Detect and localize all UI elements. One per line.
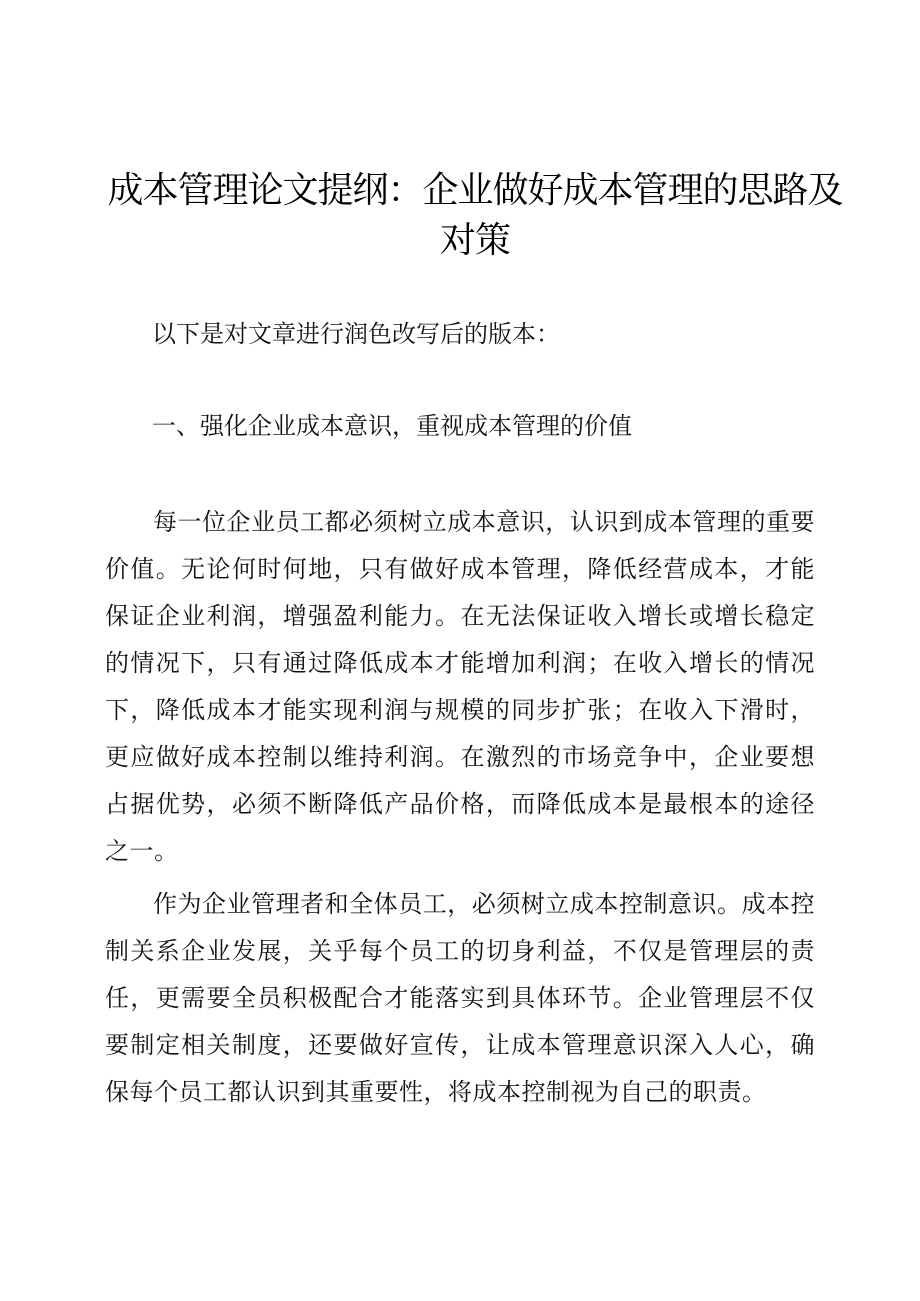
section-heading: 一、强化企业成本意识，重视成本管理的价值: [152, 412, 632, 440]
paragraph: 每一位企业员工都必须树立成本意识，认识到成本管理的重要价值。无论何时何地，只有做好成本管理，降低经营成本，才能保证企业利润，增强盈利能力。在无法保证收入增长或增长稳定的情况下，只有通过降低成本才能增加利润；在收入增长的情况下，降低成本才能实现利润与规模的同步扩张；在收入下滑时，更应做好成本控制以维持利润。在激烈的市场竞争中，企业要想占据优势，必须不断降低产品价格，而降低成本是最根本的途径之一。: [105, 508, 815, 865]
paragraph: 作为企业管理者和全体员工，必须树立成本控制意识。成本控制关系企业发展，关乎每个员工的切身利益，不仅是管理层的责任，更需要全员积极配合才能落实到具体环节。企业管理层不仅要制定相关制度，还要做好宣传，让成本管理意识深入人心，确保每个员工都认识到其重要性，将成本控制视为自己的职责。: [105, 890, 815, 1106]
document-title: 成本管理论文提纲：企业做好成本管理的思路及对策: [107, 170, 843, 261]
intro-text: 以下是对文章进行润色改写后的版本：: [152, 320, 560, 348]
